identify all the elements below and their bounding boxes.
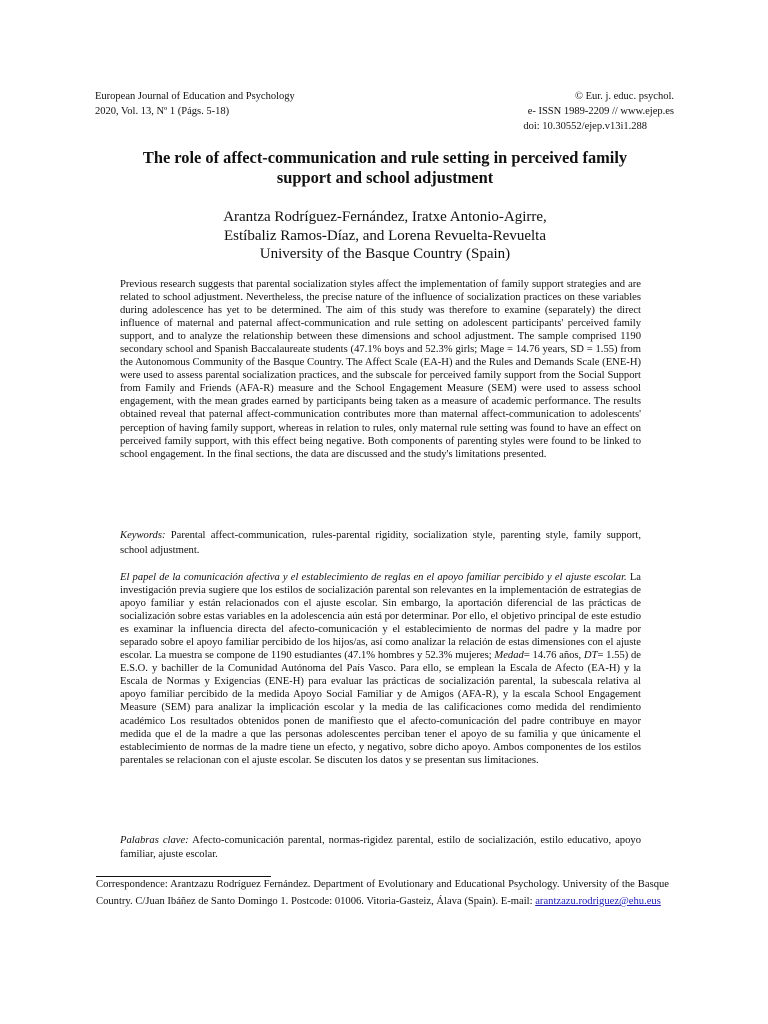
resumen-medad-label: Medad (494, 650, 524, 662)
author-block (96, 208, 674, 264)
title-line-1: The role of affect-communication and rule setting in perceived family (142, 148, 628, 167)
palabras-clave-text: Afecto-comunicación parental, normas-rigidez parental, estilo de socialización, estilo educativo, apoyo familiar, ajuste escolar. (120, 835, 641, 860)
abstract-spanish (120, 571, 641, 767)
paper-title (96, 148, 674, 188)
journal-header-left (95, 89, 295, 119)
email-link[interactable]: arantzazu.rodriguez@ehu.eus (535, 896, 661, 907)
correspondence-text: Correspondence: Arantzazu Rodríguez Fernández. Department of Evolutionary and Educational Psychology. University of the Basque Country. C/Juan Ibáñez de Santo Domingo 1. Postcode: 01006. Vitoria-Gasteiz, Álava (Spain). E-mail: (96, 879, 669, 907)
journal-volume: 2020, Vol. 13, Nº 1 (Págs. 5-18) (95, 106, 230, 117)
journal-header-right (523, 89, 674, 134)
resumen-text-2: = 14.76 años, (523, 650, 584, 662)
resumen-text-3: = 1.55) de E.S.O. y bachiller de la Comunidad Autónoma del País Vasco. Para ello, se emplean la Escala de Afecto (EA-H) y la Escala de Normas y Exigencias (ENE-H) para evaluar las prácticas de socialización parental, la subescala relativa al apoyo familiar percibido de la medida Apoyo Social Familiar y de Amigos (AFA-R), y la escala School Engagement Measure (SEM) para analizar la implicación escolar y la media de las calificaciones como medida del rendimiento académico Los resultados obtenidos ponen de manifiesto que el afecto-comunicación del padre contribuye en mayor medida que el de la madre a que las personas adolescentes perciban tener el apoyo de su familia y que únicamente el establecimiento de normas de la madre tiene un efecto, y negativo, sobre dicho apoyo. Ambos componentes de los estilos parentales se relacionan con el ajuste escolar. Se discuten los datos y se presentan sus limitaciones. (120, 650, 641, 766)
resumen-text-1: La investigación previa sugiere que los estilos de socialización parental son relevantes en la implementación de estrategias de apoyo familiar y están relacionados con el ajuste escolar. Sin embargo, la aportación diferencial de las prácticas de socialización sobre estas variables en la adolescencia aún está por determinar. Por ello, el objetivo principal de este estudio es examinar la influencia directa del afecto-comunicación y el establecimiento de normas del padre y la madre por separado sobre el apoyo familiar percibido de los hijos/as, así como analizar la relación de estas dimensiones con el ajuste escolar. La muestra se compone de 1190 estudiantes (47.1% hombres y 52.3% mujeres; (120, 572, 641, 662)
palabras-clave (120, 834, 641, 862)
title-line-2: support and school adjustment (276, 168, 494, 187)
authors-line-1: Arantza Rodríguez-Fernández, Iratxe Antonio-Agirre, (223, 209, 547, 225)
journal-issn: e- ISSN 1989-2209 // www.ejep.es (527, 106, 674, 117)
keywords (120, 529, 641, 558)
abstract-english: Previous research suggests that parental socialization styles affect the implementation of family support strategies and are related to school adjustment. Nevertheless, the precise nature of the influence of socialization practices on these variables during adolescence has yet to be determined. The aim of this study was therefore to examine (separately) the direct influence of maternal and paternal affect-communication and rule setting on adolescent participants' perceived family support, and to analyze the relationship between these dimensions and school adjustment. The sample comprised 1190 secondary school and Spanish Baccalaureate students (47.1% boys and 52.3% girls; Mage = 14.76 years, SD = 1.55) from the Autonomous Community of the Basque Country. The Affect Scale (EA-H) and the Rules and Demands Scale (ENE-H) were used to assess parental socialization practices, and the subscale for perceived family support from the Social Support from Family and Friends (AFA-R) measure and the School Engagement Measure (SEM) were used to assess school engagement, with the mean grades earned by participants being taken as a measure of academic performance. The results obtained reveal that paternal affect-communication contributes more than maternal affect-communication to adolescents' perception of having family support, whereas in relation to rules, only maternal rule setting was found to have an effect on perceived family support, with this effect being negative. Both components of parenting styles were found to be linked to school engagement. In the final sections, the data are discussed and the study's limitations presented. (120, 279, 641, 460)
keywords-label: Keywords: (120, 530, 166, 541)
journal-copyright: © Eur. j. educ. psychol. (575, 91, 674, 102)
resumen-dt-label: DT (583, 650, 598, 662)
journal-doi: doi: 10.30552/ejep.v13i1.288 (523, 121, 647, 132)
resumen-title: El papel de la comunicación afectiva y el establecimiento de reglas en el apoyo familiar percibido y el ajuste escolar. (120, 572, 627, 583)
journal-name: European Journal of Education and Psychology (95, 91, 295, 102)
correspondence-footnote (96, 876, 669, 910)
authors-line-2: Estíbaliz Ramos-Díaz, and Lorena Revuelta-Revuelta (224, 227, 546, 244)
affiliation: University of the Basque Country (Spain) (259, 246, 511, 262)
keywords-text: Parental affect-communication, rules-parental rigidity, socialization style, parenting style, family support, school adjustment. (120, 530, 641, 556)
palabras-clave-label: Palabras clave: (120, 835, 189, 846)
